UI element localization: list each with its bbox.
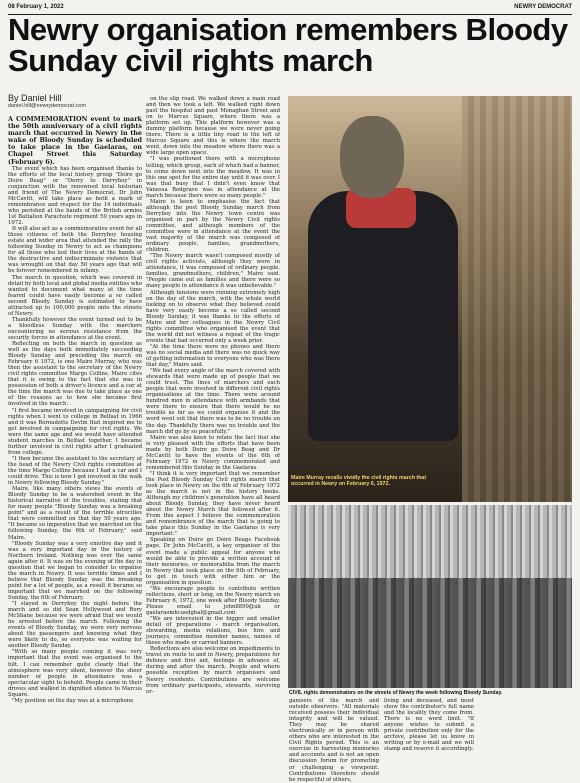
photo-figure-head xyxy=(340,116,404,198)
paragraph: "At the time there were no phones and there was no social media and there was no quick way of getting information to everyone who was there that day," Maire said. xyxy=(146,343,280,369)
folio-paper-name: NEWRY DEMOCRAT xyxy=(514,4,572,10)
photo-crowd xyxy=(288,578,572,688)
paragraph: "With so many people coming it was very important that the event was organised to the hilt. I can remember quite clearly that the atmosphere was very silent, however the sheer number of people in attendance was a spectacular sight to behold. People came in their droves and walked in dignified silence to Marcus Square. xyxy=(8,649,142,698)
paragraph: "My position on the day was at a microphone xyxy=(12,697,134,704)
paragraph: Maire was also keen to relate the fact that she is very pleased with the efforts that have been made by both Doire go Doire Beag and Dr McCavitt to have the events of the 6th of February 1972 in Newry commemorated and remembered this Sunday in the Gaelaras. xyxy=(146,434,280,471)
paragraph: "I then became the assistant to the secretary of the head of the Newry Civil rights committee at the time Margo Collins because I had a car and I could drive. This is how I got involved in the walk in Newry following Bloody Sunday." xyxy=(8,455,142,487)
paragraph: It will also act as a commemorative event for all those citizens of both the Derryboy housing estate and wider area that attended the rally the following Sunday in Newry to act as champions for all those who lost their lives at the hands of the destructive and indiscriminate violence that was wrought on that day 50 years ago that will be forever remembered in infamy. xyxy=(8,226,142,275)
paragraph: Speaking on Doire go Doire Beags Facebook page, Dr John McCavitt, a key organiser of the event made a public appeal for anyone who would be able to provide a written account of their memories, or memorabilia from the march in Newry that took place on the 6th of February, to get in touch with either him or the organisation in question. xyxy=(146,537,280,586)
article-headline: Newry organisation remembers Bloody Sunday civil rights march xyxy=(8,12,568,78)
portrait-caption: Maire Murray recalls vividly the civil rights march that occurred in Newry on February 6, 1972. xyxy=(291,475,427,487)
paragraph: Reflections are also welcome on impediments to travel en route to and in Newry, preparations for defence and first aid, feelings in advance of, during and after the march. People and where possible reception by march organisers and Newry residents. Contributions are welcome from ordinary participants, stewards, surviving or- xyxy=(146,646,280,695)
paragraph: "The Newry march wasn't composed mostly of civil rights activists, although they were in attendance, it was composed of ordinary people, families, grandmothers, children," Maire said. "People came out as families and there were so many people in attendance it was unbelievable." xyxy=(146,253,280,290)
article-bottom-col-2: living and deceased, and must show the contributor's full name and the locality they come from. There is no word limit. "If anyone wishes to submit a private contribution only for the archive, please let us know in writing or by e-mail and we will stamp and reserve it accordingly. xyxy=(384,698,474,753)
paragraph: Maire, like many others views the events of Bloody Sunday to be a watershed event in the historical narrative of the troubles, stating that for many people "Bloody Sunday was a breaking point" and as a result of the terrible atrocities that were committed on that day 50 years ago. "It became so imperative that we marched on the following Sunday, the 6th of February," said Maire. xyxy=(8,486,142,541)
paragraph: "We are interested in the bigger and smaller detail of preparations - march organisation, stewarding, media relations, bus hire and journeys, committee member names, names of those who made or carried banners. xyxy=(146,616,280,647)
crowd-photo xyxy=(288,505,572,688)
paragraph: "We encourage people to contribute written reflections, short or long, on the Newry march on February 6, 1972, one week after Bloody Sunday. Please email to john8899@uk or gaelaraomhcaedghal@gmail.com xyxy=(146,585,280,616)
paragraph: "I think it is very important that we remember the Post Bloody Sunday Civil rights march that took place in Newry on the 6th of February 1972 as the march is not in the history books. Although my children's generation have all heard about Bloody Sunday, they have never heard about the Newry March that followed after it. From this aspect I believe the commemoration and remembrance of the march that is going to take place this Sunday in the Gaelaras is very important." xyxy=(146,470,280,538)
article-column-1 xyxy=(8,116,142,730)
photo-figure-body xyxy=(308,191,458,441)
author-email: daniel.hill@newrydemocrat.com xyxy=(8,103,87,109)
byline xyxy=(8,93,86,109)
paragraph: "I stayed in Derryboy the night before the march and so did Sean Hollywood and Rory McShane because we were afraid that we would be arrested before the march. Following the events of Bloody Sunday, we were very nervous about the passengers and knowing what they were likely to do, so everyone was waiting for another Bloody Sunday. xyxy=(8,601,142,650)
photo-background xyxy=(462,96,572,502)
portrait-photo xyxy=(288,96,572,502)
paragraph: The march in question, which was covered in detail by both local and global media entities who wanted to document what many at the time feared could have easily become a so called second Bloody Sunday is estimated to have attracted up to 100,000 people onto the streets of Newry. xyxy=(8,274,142,317)
folio-date: 08 February 1, 2022 xyxy=(8,4,64,10)
paragraph: Maire is keen to emphasise the fact that although the post Bloody Sunday march from Derryboy into the Newry town centre was organised in part by the Newry Civil rights committee, and although members of the committee were in attendance at the event the vast majority of the march was composed of ordinary people, families, grandmothers, children. xyxy=(146,198,280,254)
author-name: By Daniel Hill xyxy=(8,93,62,103)
article-column-2 xyxy=(146,96,280,730)
paragraph: "I was positioned there with a microphone telling, which group, each of which had a banner, to come down next into the meadow. It was in this one spot for the entire day until it was over. I was that busy that I didn't even know that Vanessa Redgrave was in attendance at the march because there were so many people." xyxy=(146,156,280,199)
paragraph: on the slip road. We walked down a main road and then we took a left. We walked right down past the hospital and past Monaghan Street and on to Marcus Square, where there was a platform set up. This platform however was a dummy platform because we were never going there. There is a little tiny road to the left of Marcus Square and this is where the march went, down into the meadow where there was a wide large open space. xyxy=(146,96,280,157)
lead-paragraph: A COMMEMORATION event to mark the 50th anniversary of a civil rights march that occurred in Newry in the wake of Bloody Sunday is scheduled to take place in the Gaelaras, on Chapel Street this Saturday (February 6). xyxy=(8,115,142,166)
crowd-caption: CIVIL rights demonstrators on the streets of Newry the week following Bloody Sunday. xyxy=(289,690,503,696)
paragraph: "We had every angle of the march covered with stewards that were made up of people that we could trust. The lines of marchers and each people that were involved in different civil rights organisations at the time. There were around hundred men in attendance with armbands that were there to ensure that there would be no trouble as far as we could organise it and the word went out that there was to be no trouble on the day. Thankfully there was no trouble and the march did go by so peacefully." xyxy=(146,368,280,435)
paragraph: "I first became involved in campaigning for civil rights when I went to college in Belfast in 1966 and it was Bernadette Devlin that inspired me to get involved in campaigning for civil rights. We were the same age and we would have attended student marches in Belfast together. I became further involved in civil rights after I graduated from college. xyxy=(8,407,142,456)
paragraph: Although tensions were running extremely high on the day of the march, with the whole world looking on to observe what they believed could have very easily become a so called second Bloody Sunday, it was thanks to the efforts of Maire and her colleagues in the Newry Civil rights committee who organised the event that the world did not witness a repeat of the tragic events that had occurred only a week prior. xyxy=(146,289,280,344)
article-bottom-col-1: ganisers of the march and outside observers. "All materials received possess their individual integrity and will be valued. They may be shared electronically or in person with others who are interested in the Civil Rights period. This is an exercise in harvesting memories and accounts and is not an open discussion forum for promoting or challenging a viewpoint. Contributions therefore should be respectful of others, xyxy=(289,698,379,783)
paragraph: Reflecting on both the march in question as well as the days both immediately succeeding Bloody Sunday and preceding the march on February 6 1972, is one Maire Murray, who was then the assistant to the secretary of the Newry civil rights committee Margo Collins. Maire cites that it is owing to the fact that she was in possession of both a driver's licence and a car at the time the march was due to take place as one of the reasons as to how she became first involved in the march. xyxy=(8,341,142,408)
paragraph: "Bloody Sunday was a very emotive day and it was a very important day in the history of Northern Ireland. Nothing was ever the same again after it. It was on the evening of the day in question that we began to consider to organise the march in Newry. It was terrible times and I believe that Bloody Sunday was the breaking point for a lot of people, as a result it became so important that we marched on the following Sunday, the 6th of February. xyxy=(8,540,142,601)
paragraph: The event which has been organised thanks to the efforts of the local history group "Doire go Doire Beag" or "Derry to Derryboy" in conjunction with the renowned local historian and friend of The Newry Democrat, Dr John McCavitt, will take place as both a mark of remembrance and respect for the 14 individuals who perished at the hands of the British armies 1st Battalion Parachute regiment 50 years ago in 1972. xyxy=(8,165,142,227)
paragraph: Thankfully however the event turned out to be a bloodless Sunday with the marchers encountering no serious resistance from the security forces in attendance at the event. xyxy=(8,316,142,341)
